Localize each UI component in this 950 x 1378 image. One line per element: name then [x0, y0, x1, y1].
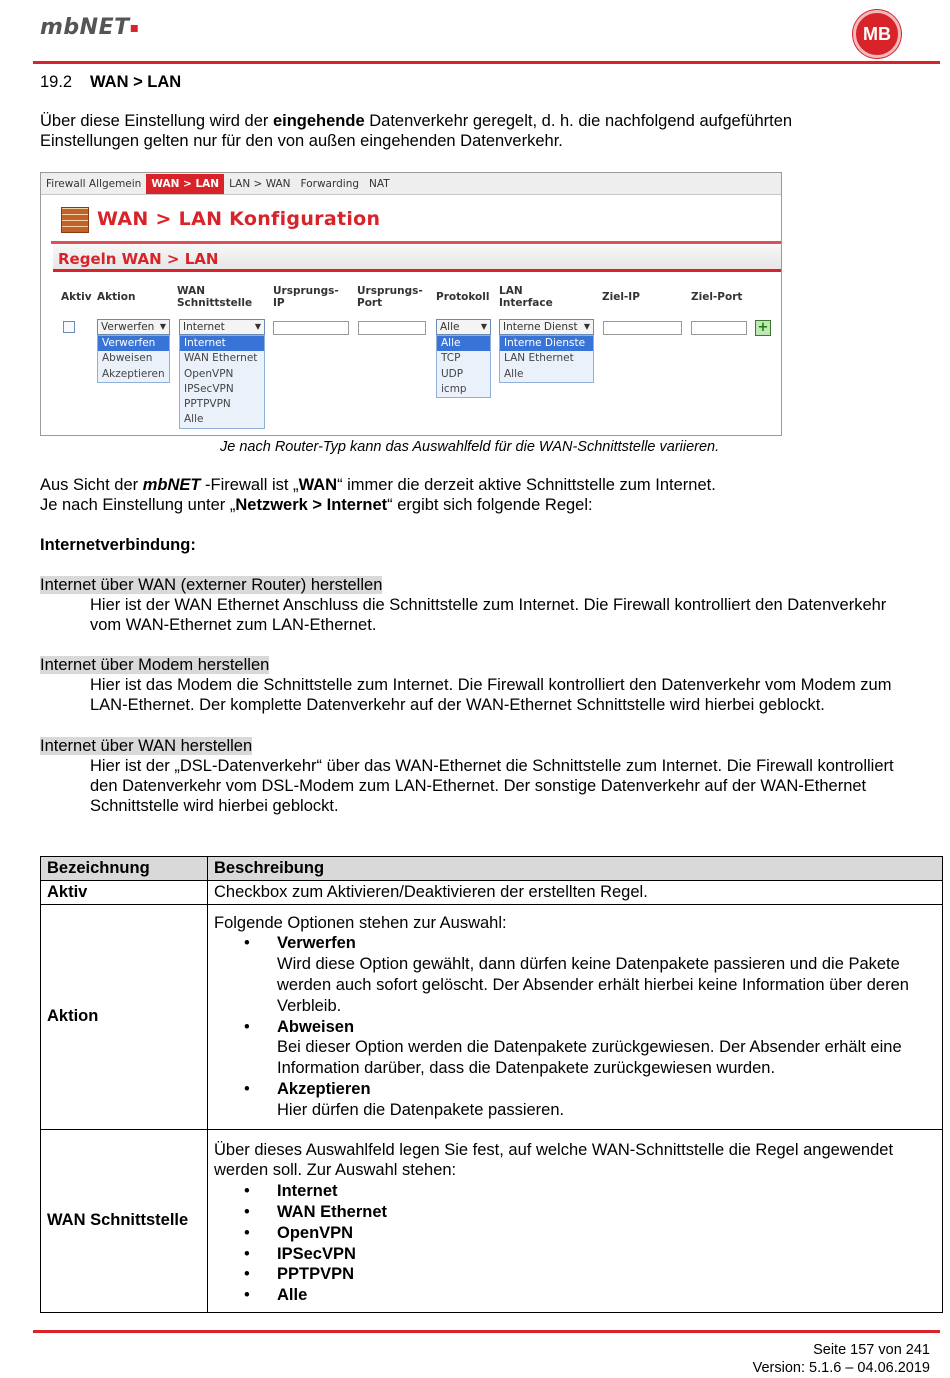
- version-info: Version: 5.1.6 – 04.06.2019: [752, 1360, 930, 1376]
- list-item: • Verwerfen Wird diese Option gewählt, dann dürfen keine Datenpakete passieren und die Pakete werden auch sofort gelöscht. Der Absender erhält hierbei keine Information über deren Verbleib.: [244, 934, 909, 1015]
- row-label-wan: WAN Schnittstelle: [41, 1129, 208, 1312]
- col-lan-interface: LAN Interface: [499, 285, 553, 309]
- case-title-wan: Internet über WAN herstellen: [40, 737, 253, 755]
- tab-nat[interactable]: NAT: [369, 177, 390, 190]
- firewall-paragraph: Aus Sicht der mbNET -Firewall ist „WAN“ immer die derzeit aktive Schnittstelle zum Internet. Je nach Einstellung unter „Netzwerk > Internet“ ergibt sich folgende Regel:: [40, 476, 716, 514]
- col-ziel-port: Ziel-Port: [691, 291, 743, 303]
- case-title-wan-router: Internet über WAN (externer Router) herstellen: [40, 576, 383, 594]
- page-number: Seite 157 von 241: [813, 1342, 930, 1358]
- option-icmp[interactable]: icmp: [441, 382, 467, 395]
- figure-caption: Je nach Router-Typ kann das Auswahlfeld für die WAN-Schnittstelle variieren.: [220, 439, 720, 455]
- footer-divider: [33, 1330, 940, 1333]
- col-aktion: Aktion: [97, 291, 136, 303]
- ziel-ip-input[interactable]: [603, 321, 682, 335]
- aktion-dropdown[interactable]: [97, 335, 170, 383]
- mbnet-logo: mbNET▪: [40, 15, 140, 40]
- option-interne-dienste[interactable]: Interne Dienste: [500, 336, 593, 351]
- option-alle[interactable]: Alle: [437, 336, 490, 351]
- option-internet[interactable]: Internet: [180, 336, 264, 351]
- tab-bar: [41, 173, 781, 195]
- row-desc-aktion: Folgende Optionen stehen zur Auswahl: • Verwerfen Wird diese Option gewählt, dann dürfen keine Datenpakete passieren und die Pakete werden auch sofort gelöscht. Der Absender erhält hierbei keine Information über deren Verbleib. • Abweisen Bei dieser Option werden die Datenpakete zurückgewiesen. Der Absender erhält eine Information darüber, dass die Datenpakete zurückgewiesen wurden. • Akzeptieren Hier dürfen die Datenpakete passieren.: [208, 904, 943, 1129]
- list-item: • Internet: [244, 1182, 338, 1201]
- ursprungs-ip-input[interactable]: [273, 321, 349, 335]
- chevron-down-icon: ▼: [583, 322, 590, 331]
- header-divider: [33, 61, 940, 64]
- col-aktiv: Aktiv: [61, 291, 92, 303]
- col-protokoll: Protokoll: [436, 291, 490, 303]
- list-item: • WAN Ethernet: [244, 1202, 388, 1221]
- chevron-down-icon: ▼: [254, 322, 261, 331]
- option-lan-ethernet[interactable]: LAN Ethernet: [504, 352, 574, 365]
- rules-title: Regeln WAN > LAN: [58, 250, 219, 268]
- ziel-port-input[interactable]: [691, 321, 747, 335]
- wan-dropdown[interactable]: [179, 335, 265, 429]
- list-item: • IPSecVPN: [244, 1244, 356, 1263]
- list-item: • Abweisen Bei dieser Option werden die Datenpakete zurückgewiesen. Der Absender erhält eine Information darüber, dass die Datenpakete zurückgewiesen wurden.: [244, 1017, 902, 1078]
- header-bezeichnung: Bezeichnung: [41, 857, 208, 881]
- rules-panel-header: [53, 245, 781, 272]
- case-title-modem: Internet über Modem herstellen: [40, 656, 270, 674]
- option-udp[interactable]: UDP: [441, 367, 464, 380]
- row-desc-aktiv: Checkbox zum Aktivieren/Deaktivieren der erstellten Regel.: [208, 880, 943, 904]
- protokoll-select[interactable]: Alle ▼: [436, 319, 491, 335]
- option-alle[interactable]: Alle: [504, 367, 524, 380]
- mb-logo: MB: [853, 10, 901, 58]
- tab-forwarding[interactable]: Forwarding: [300, 177, 360, 190]
- wan-select[interactable]: Internet ▼: [179, 319, 265, 335]
- header-beschreibung: Beschreibung: [208, 857, 943, 881]
- add-rule-button[interactable]: +: [755, 320, 771, 336]
- tab-lan-wan[interactable]: LAN > WAN: [229, 177, 291, 190]
- table-row: [41, 1129, 943, 1312]
- list-item: • Alle: [244, 1286, 308, 1305]
- ursprungs-port-input[interactable]: [358, 321, 426, 335]
- intro-paragraph: Über diese Einstellung wird der eingehende Datenverkehr geregelt, d. h. die nachfolgend aufgeführten Einstellungen gelten nur für den von außen eingehenden Datenverkehr.: [40, 112, 793, 150]
- table-row: [41, 904, 943, 1129]
- case-text-wan-router: Hier ist der WAN Ethernet Anschluss die Schnittstelle zum Internet. Die Firewall kontrolliert den Datenverkehr vom WAN-Ethernet zum LAN-Ethernet.: [90, 596, 887, 634]
- page-footer: [753, 1341, 930, 1377]
- section-number: 19.2: [40, 73, 73, 91]
- list-item: • PPTPVPN: [244, 1265, 355, 1284]
- tab-firewall-allgemein[interactable]: Firewall Allgemein: [46, 177, 142, 190]
- option-akzeptieren[interactable]: Akzeptieren: [102, 367, 165, 380]
- internet-heading: Internetverbindung:: [40, 536, 196, 554]
- option-pptpvpn[interactable]: PPTPVPN: [184, 398, 231, 411]
- case-text-wan: Hier ist der „DSL-Datenverkehr“ über das WAN-Ethernet die Schnittstelle zum Internet. Die Firewall kontrolliert den Datenverkehr vom DSL-Modem zum LAN-Ethernet. Der sonstige Datenverkehr auf der WAN-Ethernet Schnittstelle wird hierbei geblockt.: [90, 757, 894, 815]
- section-title: WAN > LAN: [90, 73, 182, 91]
- col-ursprungs-port: Ursprungs- Port: [357, 285, 423, 309]
- config-screenshot: [40, 172, 782, 436]
- aktiv-checkbox[interactable]: [63, 321, 75, 333]
- col-wan: WAN Schnittstelle: [177, 285, 253, 309]
- settings-table: [40, 856, 943, 1313]
- tab-wan-lan[interactable]: WAN > LAN: [146, 174, 224, 194]
- case-text-modem: Hier ist das Modem die Schnittstelle zum Internet. Die Firewall kontrolliert den Datenverkehr vom Modem zum LAN-Ethernet. Der komplette Datenverkehr auf der WAN-Ethernet Schnittstelle wird hierbei geblockt.: [90, 676, 892, 714]
- section-heading: [40, 72, 181, 92]
- lan-interface-select[interactable]: Interne Dienst ▼: [499, 319, 594, 335]
- option-ipsecvpn[interactable]: IPSecVPN: [184, 382, 234, 395]
- config-title: WAN > LAN Konfiguration: [97, 208, 381, 230]
- protokoll-dropdown[interactable]: [436, 335, 491, 398]
- option-tcp[interactable]: TCP: [441, 352, 461, 365]
- lan-interface-dropdown[interactable]: [499, 335, 594, 383]
- table-row: [41, 880, 943, 904]
- chevron-down-icon: ▼: [159, 322, 166, 331]
- option-verwerfen[interactable]: Verwerfen: [98, 336, 169, 351]
- list-item: • OpenVPN: [244, 1223, 354, 1242]
- firewall-brick-icon: [61, 207, 89, 233]
- option-alle[interactable]: Alle: [184, 413, 204, 426]
- config-title-divider: [51, 241, 781, 244]
- col-ursprungs-ip: Ursprungs- IP: [273, 285, 339, 309]
- table-header-row: [41, 857, 943, 881]
- row-label-aktiv: Aktiv: [41, 880, 208, 904]
- row-desc-wan: Über dieses Auswahlfeld legen Sie fest, auf welche WAN-Schnittstelle die Regel angewendet werden soll. Zur Auswahl stehen: • Internet • WAN Ethernet • OpenVPN • IPSecVPN • PPTPVPN • Alle: [208, 1129, 943, 1312]
- row-label-aktion: Aktion: [41, 904, 208, 1129]
- list-item: • Akzeptieren Hier dürfen die Datenpakete passieren.: [244, 1079, 565, 1119]
- aktion-select[interactable]: Verwerfen ▼: [97, 319, 170, 335]
- option-abweisen[interactable]: Abweisen: [102, 352, 153, 365]
- option-wan-ethernet[interactable]: WAN Ethernet: [184, 352, 258, 365]
- option-openvpn[interactable]: OpenVPN: [184, 367, 234, 380]
- col-ziel-ip: Ziel-IP: [602, 291, 640, 303]
- chevron-down-icon: ▼: [480, 322, 487, 331]
